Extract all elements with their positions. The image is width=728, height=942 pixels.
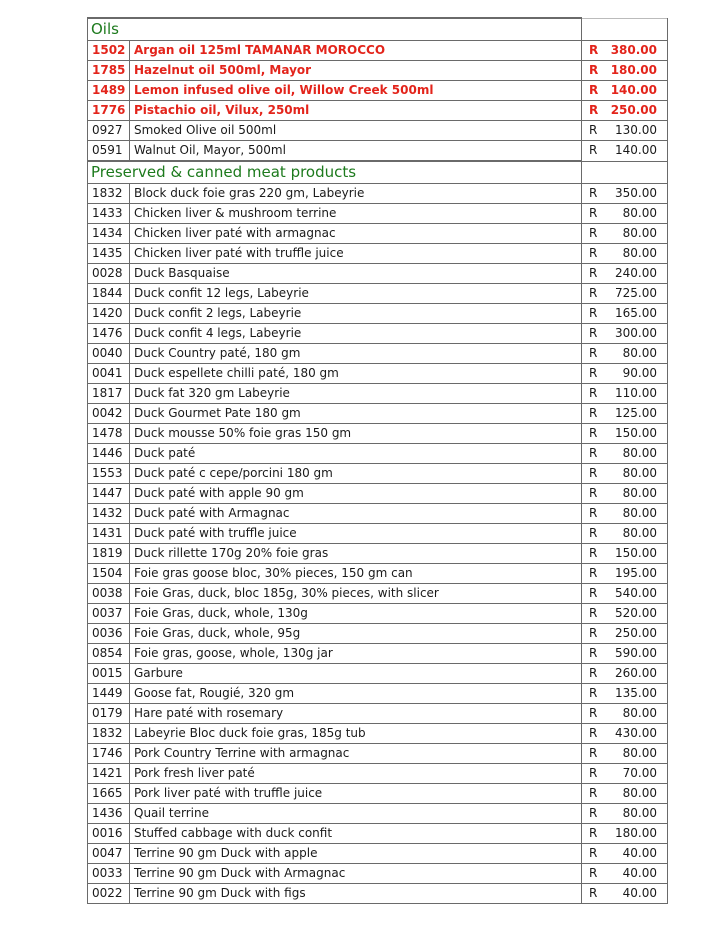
table-row: [88, 784, 668, 804]
table-row: [88, 204, 668, 224]
item-price: 140.00: [610, 83, 657, 97]
item-code: 1421: [88, 764, 130, 784]
item-code: 1447: [88, 484, 130, 504]
item-price: 180.00: [615, 826, 657, 840]
item-price: 300.00: [615, 326, 657, 340]
item-code: 1776: [88, 101, 130, 121]
item-price-cell: [582, 284, 668, 304]
item-price-cell: [582, 824, 668, 844]
item-code: 0854: [88, 644, 130, 664]
item-price-cell: [582, 344, 668, 364]
item-price: 150.00: [615, 546, 657, 560]
item-code: 1433: [88, 204, 130, 224]
table-row: [88, 61, 668, 81]
table-row: [88, 304, 668, 324]
item-price-cell: [582, 364, 668, 384]
item-price-cell: [582, 864, 668, 884]
item-price-cell: [582, 384, 668, 404]
item-code: 0033: [88, 864, 130, 884]
item-price-cell: [582, 264, 668, 284]
item-price-cell: [582, 804, 668, 824]
item-code: 1431: [88, 524, 130, 544]
table-row: [88, 804, 668, 824]
currency-symbol: R: [589, 366, 598, 380]
item-price: 250.00: [615, 626, 657, 640]
table-row: [88, 364, 668, 384]
currency-symbol: R: [589, 406, 598, 420]
item-description: Duck paté with Armagnac: [130, 504, 582, 524]
section-header: [88, 161, 668, 184]
item-code: 1819: [88, 544, 130, 564]
table-row: [88, 704, 668, 724]
item-price-cell: [582, 324, 668, 344]
item-description: Lemon infused olive oil, Willow Creek 500ml: [130, 81, 582, 101]
currency-symbol: R: [589, 826, 598, 840]
currency-symbol: R: [589, 446, 598, 460]
table-row: [88, 824, 668, 844]
currency-symbol: R: [589, 606, 598, 620]
item-price-cell: [582, 184, 668, 204]
table-row: [88, 664, 668, 684]
item-price: 125.00: [615, 406, 657, 420]
item-code: 1476: [88, 324, 130, 344]
table-row: [88, 424, 668, 444]
item-price-cell: [582, 484, 668, 504]
table-row: [88, 864, 668, 884]
currency-symbol: R: [589, 626, 598, 640]
item-description: Terrine 90 gm Duck with apple: [130, 844, 582, 864]
item-description: Garbure: [130, 664, 582, 684]
item-description: Duck fat 320 gm Labeyrie: [130, 384, 582, 404]
item-price: 180.00: [610, 63, 657, 77]
currency-symbol: R: [589, 83, 599, 97]
item-price-cell: [582, 141, 668, 162]
currency-symbol: R: [589, 386, 598, 400]
item-price-cell: [582, 744, 668, 764]
table-row: [88, 484, 668, 504]
item-price-cell: [582, 844, 668, 864]
item-price: 135.00: [615, 686, 657, 700]
currency-symbol: R: [589, 566, 598, 580]
item-price-cell: [582, 304, 668, 324]
item-description: Duck Country paté, 180 gm: [130, 344, 582, 364]
item-price: 540.00: [615, 586, 657, 600]
item-description: Terrine 90 gm Duck with figs: [130, 884, 582, 904]
currency-symbol: R: [589, 846, 598, 860]
currency-symbol: R: [589, 43, 599, 57]
item-price-cell: [582, 464, 668, 484]
table-row: [88, 224, 668, 244]
item-price-cell: [582, 61, 668, 81]
currency-symbol: R: [589, 646, 598, 660]
table-row: [88, 284, 668, 304]
item-description: Duck paté with apple 90 gm: [130, 484, 582, 504]
currency-symbol: R: [589, 186, 598, 200]
item-code: 0038: [88, 584, 130, 604]
item-price-cell: [582, 784, 668, 804]
item-code: 1746: [88, 744, 130, 764]
item-code: 1785: [88, 61, 130, 81]
item-price: 80.00: [622, 706, 657, 720]
item-price: 80.00: [622, 206, 657, 220]
currency-symbol: R: [589, 886, 598, 900]
item-description: Pork liver paté with truffle juice: [130, 784, 582, 804]
currency-symbol: R: [589, 666, 598, 680]
table-row: [88, 444, 668, 464]
item-price-cell: [582, 41, 668, 61]
item-description: Pistachio oil, Vilux, 250ml: [130, 101, 582, 121]
item-code: 1420: [88, 304, 130, 324]
item-description: Walnut Oil, Mayor, 500ml: [130, 141, 582, 162]
item-price-cell: [582, 884, 668, 904]
item-price-cell: [582, 121, 668, 141]
item-price-cell: [582, 584, 668, 604]
item-description: Labeyrie Bloc duck foie gras, 185g tub: [130, 724, 582, 744]
table-row: [88, 81, 668, 101]
table-row: [88, 404, 668, 424]
item-price: 80.00: [622, 246, 657, 260]
item-code: 1844: [88, 284, 130, 304]
item-price: 110.00: [615, 386, 657, 400]
item-code: 0042: [88, 404, 130, 424]
item-price: 40.00: [622, 846, 657, 860]
item-description: Block duck foie gras 220 gm, Labeyrie: [130, 184, 582, 204]
currency-symbol: R: [589, 466, 598, 480]
item-description: Quail terrine: [130, 804, 582, 824]
table-row: [88, 844, 668, 864]
table-row: [88, 724, 668, 744]
table-row: [88, 764, 668, 784]
item-price-cell: [582, 424, 668, 444]
item-code: 1502: [88, 41, 130, 61]
item-price: 80.00: [622, 346, 657, 360]
currency-symbol: R: [589, 326, 598, 340]
item-code: 0016: [88, 824, 130, 844]
currency-symbol: R: [589, 123, 598, 137]
table-row: [88, 141, 668, 162]
item-price-cell: [582, 244, 668, 264]
currency-symbol: R: [589, 706, 598, 720]
item-code: 0037: [88, 604, 130, 624]
section-title: Preserved & canned meat products: [91, 163, 357, 181]
item-code: 1435: [88, 244, 130, 264]
item-code: 1436: [88, 804, 130, 824]
item-price-cell: [582, 624, 668, 644]
item-description: Pork fresh liver paté: [130, 764, 582, 784]
item-description: Hare paté with rosemary: [130, 704, 582, 724]
table-row: [88, 544, 668, 564]
table-row: [88, 644, 668, 664]
item-price-cell: [582, 81, 668, 101]
item-price-cell: [582, 644, 668, 664]
item-description: Pork Country Terrine with armagnac: [130, 744, 582, 764]
table-row: [88, 244, 668, 264]
item-code: 1665: [88, 784, 130, 804]
item-description: Duck espellete chilli paté, 180 gm: [130, 364, 582, 384]
currency-symbol: R: [589, 546, 598, 560]
item-description: Duck paté with truffle juice: [130, 524, 582, 544]
item-price-cell: [582, 544, 668, 564]
item-description: Chicken liver & mushroom terrine: [130, 204, 582, 224]
item-code: 1449: [88, 684, 130, 704]
item-description: Terrine 90 gm Duck with Armagnac: [130, 864, 582, 884]
currency-symbol: R: [589, 506, 598, 520]
table-row: [88, 264, 668, 284]
price-table: [87, 17, 668, 904]
item-price: 80.00: [622, 486, 657, 500]
item-price: 430.00: [615, 726, 657, 740]
currency-symbol: R: [589, 526, 598, 540]
item-code: 1832: [88, 184, 130, 204]
item-description: Hazelnut oil 500ml, Mayor: [130, 61, 582, 81]
item-price-cell: [582, 604, 668, 624]
table-row: [88, 384, 668, 404]
item-price: 520.00: [615, 606, 657, 620]
item-price: 380.00: [610, 43, 657, 57]
item-price: 165.00: [615, 306, 657, 320]
item-price: 70.00: [622, 766, 657, 780]
table-row: [88, 504, 668, 524]
item-price: 150.00: [615, 426, 657, 440]
item-code: 0028: [88, 264, 130, 284]
currency-symbol: R: [589, 246, 598, 260]
item-price: 40.00: [622, 866, 657, 880]
item-code: 1817: [88, 384, 130, 404]
table-row: [88, 184, 668, 204]
item-code: 0179: [88, 704, 130, 724]
currency-symbol: R: [589, 206, 598, 220]
item-price-cell: [582, 724, 668, 744]
table-row: [88, 524, 668, 544]
item-price-cell: [582, 504, 668, 524]
currency-symbol: R: [589, 586, 598, 600]
item-description: Duck paté: [130, 444, 582, 464]
item-description: Duck confit 2 legs, Labeyrie: [130, 304, 582, 324]
table-row: [88, 101, 668, 121]
table-row: [88, 744, 668, 764]
currency-symbol: R: [589, 346, 598, 360]
currency-symbol: R: [589, 266, 598, 280]
currency-symbol: R: [589, 306, 598, 320]
item-price: 250.00: [610, 103, 657, 117]
item-code: 0022: [88, 884, 130, 904]
item-price: 80.00: [622, 446, 657, 460]
item-description: Chicken liver paté with truffle juice: [130, 244, 582, 264]
currency-symbol: R: [589, 726, 598, 740]
item-price-cell: [582, 101, 668, 121]
item-description: Duck mousse 50% foie gras 150 gm: [130, 424, 582, 444]
item-description: Duck confit 12 legs, Labeyrie: [130, 284, 582, 304]
item-code: 0036: [88, 624, 130, 644]
currency-symbol: R: [589, 426, 598, 440]
item-price: 40.00: [622, 886, 657, 900]
item-description: Stuffed cabbage with duck confit: [130, 824, 582, 844]
table-row: [88, 121, 668, 141]
item-code: 1504: [88, 564, 130, 584]
table-row: [88, 884, 668, 904]
item-description: Duck paté c cepe/porcini 180 gm: [130, 464, 582, 484]
item-price: 80.00: [622, 226, 657, 240]
item-description: Duck confit 4 legs, Labeyrie: [130, 324, 582, 344]
table-row: [88, 564, 668, 584]
item-code: 0591: [88, 141, 130, 162]
price-list: [87, 17, 667, 904]
currency-symbol: R: [589, 286, 598, 300]
item-description: Chicken liver paté with armagnac: [130, 224, 582, 244]
section-header: [88, 18, 668, 41]
currency-symbol: R: [589, 866, 598, 880]
item-description: Argan oil 125ml TAMANAR MOROCCO: [130, 41, 582, 61]
item-price-cell: [582, 444, 668, 464]
item-code: 0040: [88, 344, 130, 364]
item-price: 80.00: [622, 466, 657, 480]
item-price: 130.00: [615, 123, 657, 137]
item-description: Smoked Olive oil 500ml: [130, 121, 582, 141]
currency-symbol: R: [589, 806, 598, 820]
item-price-cell: [582, 764, 668, 784]
currency-symbol: R: [589, 63, 599, 77]
item-code: 0047: [88, 844, 130, 864]
item-price: 350.00: [615, 186, 657, 200]
item-description: Duck Basquaise: [130, 264, 582, 284]
table-row: [88, 324, 668, 344]
item-price: 260.00: [615, 666, 657, 680]
currency-symbol: R: [589, 686, 598, 700]
item-price-cell: [582, 684, 668, 704]
item-price: 80.00: [622, 806, 657, 820]
item-price-cell: [582, 664, 668, 684]
table-row: [88, 584, 668, 604]
item-code: 1446: [88, 444, 130, 464]
item-price: 80.00: [622, 786, 657, 800]
item-description: Foie Gras, duck, bloc 185g, 30% pieces, with slicer: [130, 584, 582, 604]
item-code: 0927: [88, 121, 130, 141]
item-code: 1553: [88, 464, 130, 484]
item-code: 1432: [88, 504, 130, 524]
item-code: 0015: [88, 664, 130, 684]
item-code: 1478: [88, 424, 130, 444]
currency-symbol: R: [589, 746, 598, 760]
item-price-cell: [582, 564, 668, 584]
item-price: 80.00: [622, 746, 657, 760]
item-price: 80.00: [622, 526, 657, 540]
item-description: Foie Gras, duck, whole, 130g: [130, 604, 582, 624]
item-price: 90.00: [622, 366, 657, 380]
table-row: [88, 41, 668, 61]
item-price: 240.00: [615, 266, 657, 280]
section-title: Oils: [91, 20, 119, 38]
item-price: 80.00: [622, 506, 657, 520]
item-description: Foie Gras, duck, whole, 95g: [130, 624, 582, 644]
item-price-cell: [582, 404, 668, 424]
currency-symbol: R: [589, 486, 598, 500]
currency-symbol: R: [589, 143, 598, 158]
item-price: 195.00: [615, 566, 657, 580]
currency-symbol: R: [589, 786, 598, 800]
item-price: 725.00: [615, 286, 657, 300]
table-row: [88, 344, 668, 364]
table-row: [88, 684, 668, 704]
item-price-cell: [582, 204, 668, 224]
item-description: Foie gras goose bloc, 30% pieces, 150 gm can: [130, 564, 582, 584]
item-price-cell: [582, 224, 668, 244]
table-row: [88, 604, 668, 624]
item-price: 590.00: [615, 646, 657, 660]
currency-symbol: R: [589, 103, 599, 117]
item-description: Duck rillette 170g 20% foie gras: [130, 544, 582, 564]
currency-symbol: R: [589, 226, 598, 240]
item-description: Goose fat, Rougié, 320 gm: [130, 684, 582, 704]
item-code: 1489: [88, 81, 130, 101]
item-code: 1434: [88, 224, 130, 244]
item-description: Foie gras, goose, whole, 130g jar: [130, 644, 582, 664]
table-row: [88, 624, 668, 644]
item-code: 1832: [88, 724, 130, 744]
item-price: 140.00: [615, 143, 657, 158]
item-price-cell: [582, 524, 668, 544]
table-row: [88, 464, 668, 484]
currency-symbol: R: [589, 766, 598, 780]
item-price-cell: [582, 704, 668, 724]
item-code: 0041: [88, 364, 130, 384]
item-description: Duck Gourmet Pate 180 gm: [130, 404, 582, 424]
